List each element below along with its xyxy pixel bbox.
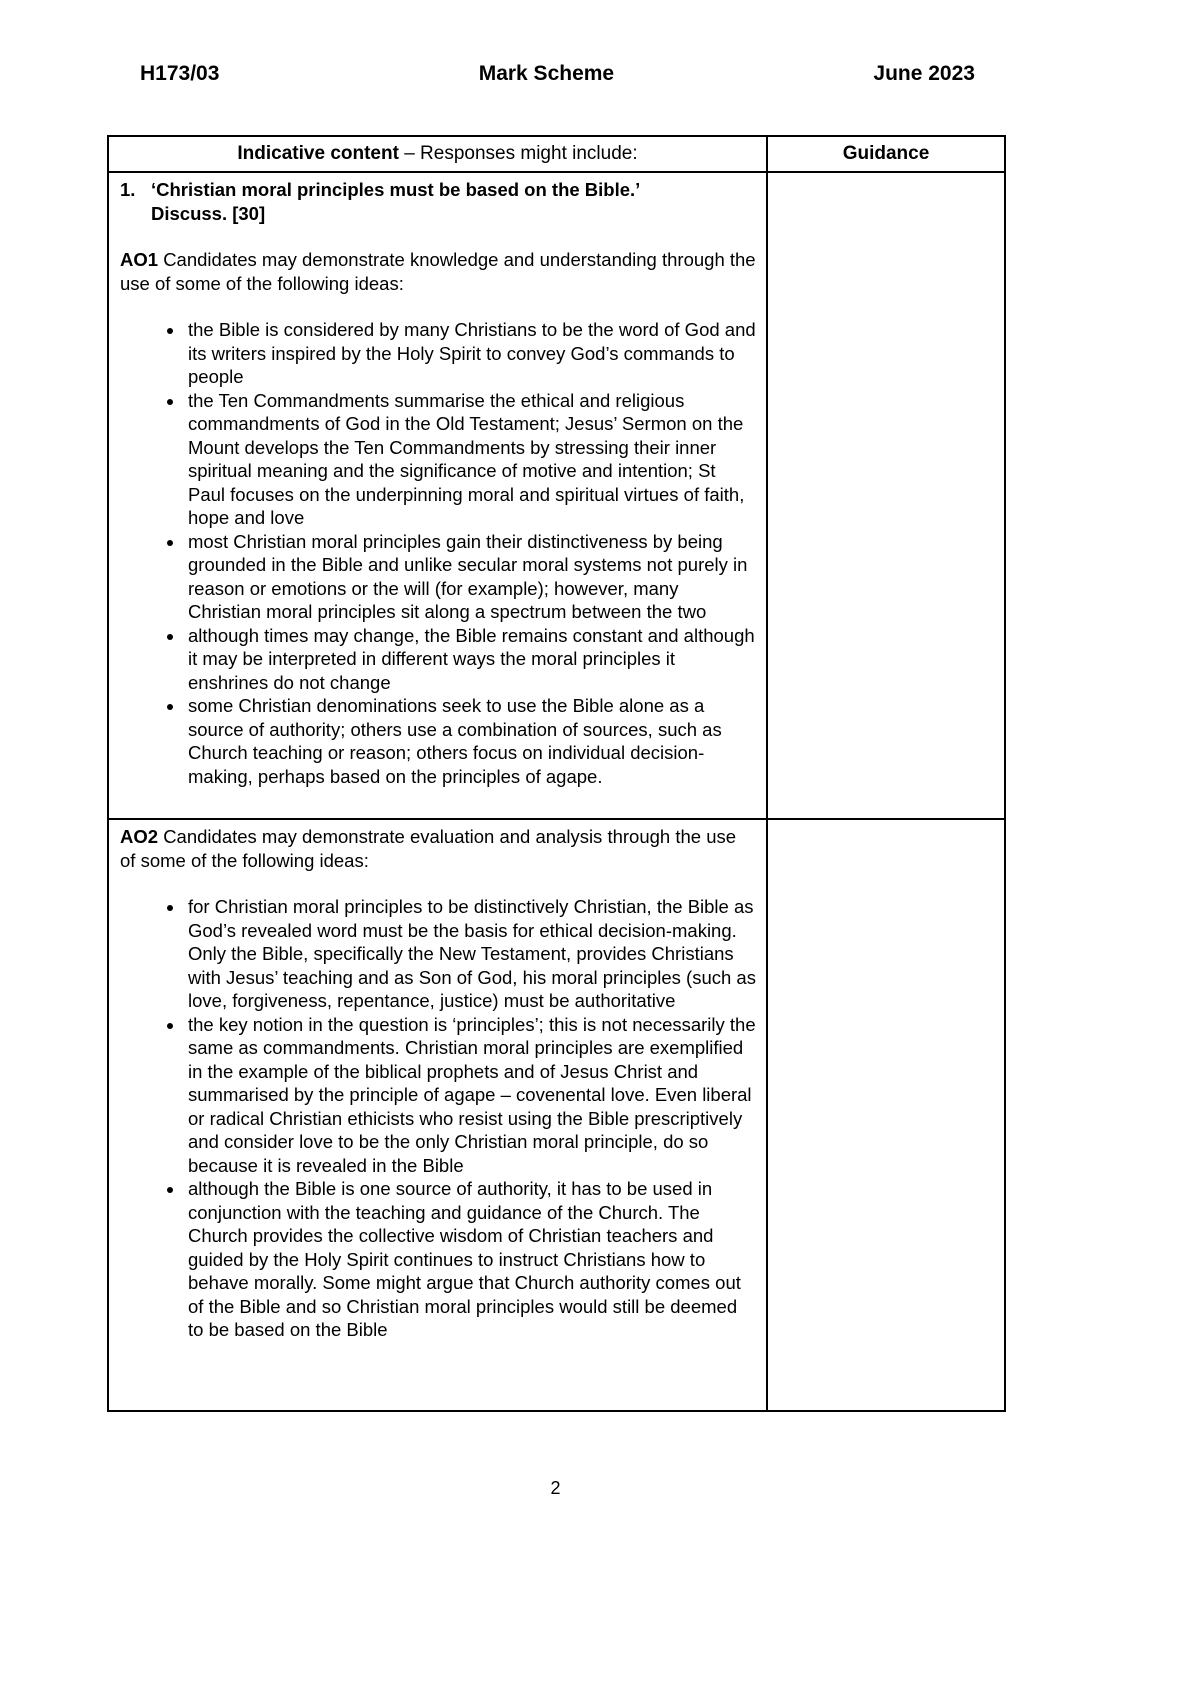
question-text: ‘Christian moral principles must be based on the Bible.’ (151, 179, 641, 200)
indicative-content-suffix: – Responses might include: (398, 143, 638, 165)
ao1-content-cell (108, 172, 767, 819)
bullet-item: • although times may change, the Bible remains constant and although it may be interpreted in different ways the moral principles it enshrines do not change (185, 624, 756, 695)
bullet-item: • the key notion in the question is ‘principles’; this is not necessarily the same as commandments. Christian moral principles are exemplified in the example of the biblical prophets and of Jesus Christ and summarised by the principle of agape – covenental love. Even liberal or radical Christian ethicists who resist using the Bible prescriptively and consider love to be the only Christian moral principle, do so because it is revealed in the Bible (185, 1013, 756, 1178)
bullet-item: • some Christian denominations seek to use the Bible alone as a source of authority; others use a combination of sources, such as Church teaching or reason; others focus on individual decision-making, perhaps based on the principles of agape. (185, 694, 756, 788)
ao2-bullet-list (120, 895, 756, 1342)
question-heading (120, 178, 756, 225)
doc-code: H173/03 (140, 62, 220, 85)
ao1-bullet-list (120, 318, 756, 788)
doc-title: Mark Scheme (478, 62, 615, 85)
table-row-ao1 (108, 172, 1005, 819)
indicative-content-label: Indicative content (237, 143, 399, 165)
question-number: 1. (120, 179, 136, 200)
guidance-cell-ao1 (767, 172, 1005, 819)
bullet-item: • most Christian moral principles gain their distinctiveness by being grounded in the Bible and unlike secular moral systems not purely in reason or emotions or the will (for example); however, many Christian moral principles sit along a spectrum between the two (185, 530, 756, 624)
table-row-ao2 (108, 819, 1005, 1411)
bullet-item: • the Bible is considered by many Christians to be the word of God and its writers inspired by the Holy Spirit to convey God’s commands to people (185, 318, 756, 389)
ao2-content-cell (108, 819, 767, 1411)
page-number: 2 (550, 1478, 561, 1498)
doc-date: June 2023 (873, 62, 975, 85)
ao1-intro (120, 248, 756, 295)
doc-header (140, 62, 975, 86)
mark-scheme-table (107, 135, 1006, 1412)
ao2-intro (120, 825, 756, 872)
bullet-item: • the Ten Commandments summarise the ethical and religious commandments of God in the Old Testament; Jesus’ Sermon on the Mount develops the Ten Commandments by stressing their inner spiritual meaning and the significance of motive and intention; St Paul focuses on the underpinning moral and spiritual virtues of faith, hope and love (185, 389, 756, 530)
ao1-label: AO1 (120, 249, 159, 270)
column-header-indicative (108, 136, 767, 172)
question-instruction: Discuss. [30] (151, 202, 266, 224)
ao1-intro-text: Candidates may demonstrate knowledge and understanding through the use of some of the following ideas: (120, 249, 756, 294)
ao2-label: AO2 (120, 826, 159, 847)
question-text-block (151, 178, 640, 225)
bullet-item: • although the Bible is one source of authority, it has to be used in conjunction with the teaching and guidance of the Church. The Church provides the collective wisdom of Christian teachers and guided by the Holy Spirit continues to instruct Christians how to behave morally. Some might argue that Church authority comes out of the Bible and so Christian moral principles would still be deemed to be based on the Bible (185, 1177, 756, 1342)
bullet-item: • for Christian moral principles to be distinctively Christian, the Bible as God’s revealed word must be the basis for ethical decision-making. Only the Bible, specifically the New Testament, provides Christians with Jesus’ teaching and as Son of God, his moral principles (such as love, forgiveness, repentance, justice) must be authoritative (185, 895, 756, 1013)
ao2-intro-text: Candidates may demonstrate evaluation and analysis through the use of some of the following ideas: (120, 826, 737, 871)
guidance-cell-ao2 (767, 819, 1005, 1411)
column-header-guidance: Guidance (767, 136, 1005, 172)
table-header-row (108, 136, 1005, 172)
